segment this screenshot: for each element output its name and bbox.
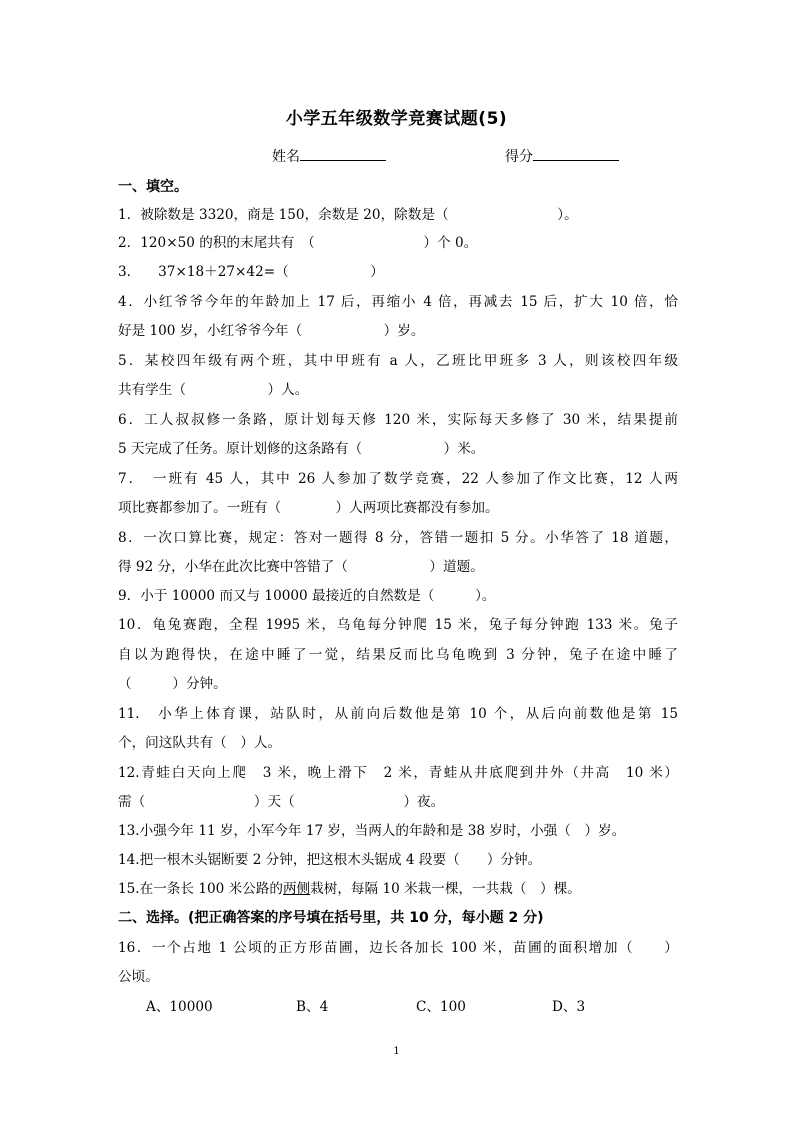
question-line: 共有学生（ ）人。 — [118, 382, 309, 398]
question-line: 5 天完成了任务。原计划修的这条路有（ ）米。 — [118, 441, 485, 457]
question-line: 9．小于 10000 而又与 10000 最接近的自然数是（ ）。 — [118, 588, 496, 604]
question-line: 5．某校四年级有两个班，其中甲班有 a 人，乙班比甲班多 3 人，则该校四年级 — [118, 353, 678, 369]
exam-title: 小学五年级数学竞赛试题(5) — [285, 109, 508, 129]
question-line: 个，问这队共有（ ）人。 — [118, 735, 282, 751]
page-number: 1 — [393, 1046, 400, 1057]
question-line: 8．一次口算比赛，规定：答对一题得 8 分，答错一题扣 5 分。小华答了 18 道题， — [118, 530, 678, 546]
option-c: C、100 — [416, 999, 466, 1015]
question-line: 项比赛都参加了。一班有（ ）人两项比赛都没有参加。 — [118, 500, 499, 516]
question-line: 13.小强今年 11 岁，小军今年 17 岁，当两人的年龄和是 38 岁时，小强（ ）岁。 — [118, 823, 626, 839]
question-line: 2．120×50 的积的末尾共有 （ ）个 0。 — [118, 235, 478, 251]
question-line: 6．工人叔叔修一条路，原计划每天修 120 米，实际每天多修了 30 米，结果提前 — [118, 412, 678, 428]
option-a: A、10000 — [146, 999, 213, 1015]
question-line: （ ）分钟。 — [118, 676, 227, 692]
q15-text-before: 15.在一条长 100 米公路的 — [118, 881, 283, 897]
question-line: 11. 小华上体育课，站队时，从前向后数他是第 10 个，从后向前数他是第 15 — [118, 706, 678, 722]
score-label: 得分 — [505, 149, 533, 165]
question-line: 16．一个占地 1 公顷的正方形苗圃，边长各加长 100 米，苗圃的面积增加（ ） — [118, 940, 678, 956]
section2-heading: 二、选择。(把正确答案的序号填在括号里，共 10 分，每小题 2 分) — [118, 910, 544, 926]
question-line: 10．龟兔赛跑，全程 1995 米，乌龟每分钟爬 15 米，兔子每分钟跑 133 米。兔子 — [118, 617, 678, 633]
score-blank[interactable] — [533, 146, 619, 161]
score-field[interactable] — [505, 146, 619, 166]
name-blank[interactable] — [300, 146, 386, 161]
question-line-15 — [118, 879, 678, 899]
question-line: 4．小红爷爷今年的年龄加上 17 后，再缩小 4 倍，再减去 15 后，扩大 10 倍，恰 — [118, 294, 678, 310]
question-line: 得 92 分，小华在此次比赛中答错了（ ）道题。 — [118, 559, 484, 575]
question-line: 7． 一班有 45 人，其中 26 人参加了数学竞赛，22 人参加了作文比赛，12 人两 — [118, 471, 678, 487]
option-b: B、4 — [296, 999, 329, 1015]
question-line: 自以为跑得快，在途中睡了一觉，结果反而比乌龟晚到 3 分钟，兔子在途中睡了 — [118, 647, 678, 663]
question-line: 3. 37×18＋27×42=（ ） — [118, 264, 384, 280]
section1-heading: 一、填空。 — [118, 179, 188, 195]
question-line: 1．被除数是 3320，商是 150，余数是 20，除数是（ ）。 — [118, 207, 578, 223]
question-line: 公顷。 — [118, 969, 159, 985]
question-line: 好是 100 岁，小红爷爷今年（ ）岁。 — [118, 323, 425, 339]
name-label: 姓名 — [272, 149, 300, 165]
q15-underlined-text: 两侧 — [282, 881, 311, 897]
option-d: D、3 — [552, 999, 586, 1015]
question-line: 需（ ）天（ ）夜。 — [118, 794, 445, 810]
question-line: 12.青蛙白天向上爬 3 米，晚上滑下 2 米，青蛙从井底爬到井外（井高 10 米） — [118, 765, 678, 781]
name-field[interactable] — [272, 146, 386, 166]
q15-text-after: 栽树，每隔 10 米栽一棵，一共栽（ ）棵。 — [310, 881, 581, 897]
question-line: 14.把一根木头锯断要 2 分钟，把这根木头锯成 4 段要（ ）分钟。 — [118, 852, 542, 868]
